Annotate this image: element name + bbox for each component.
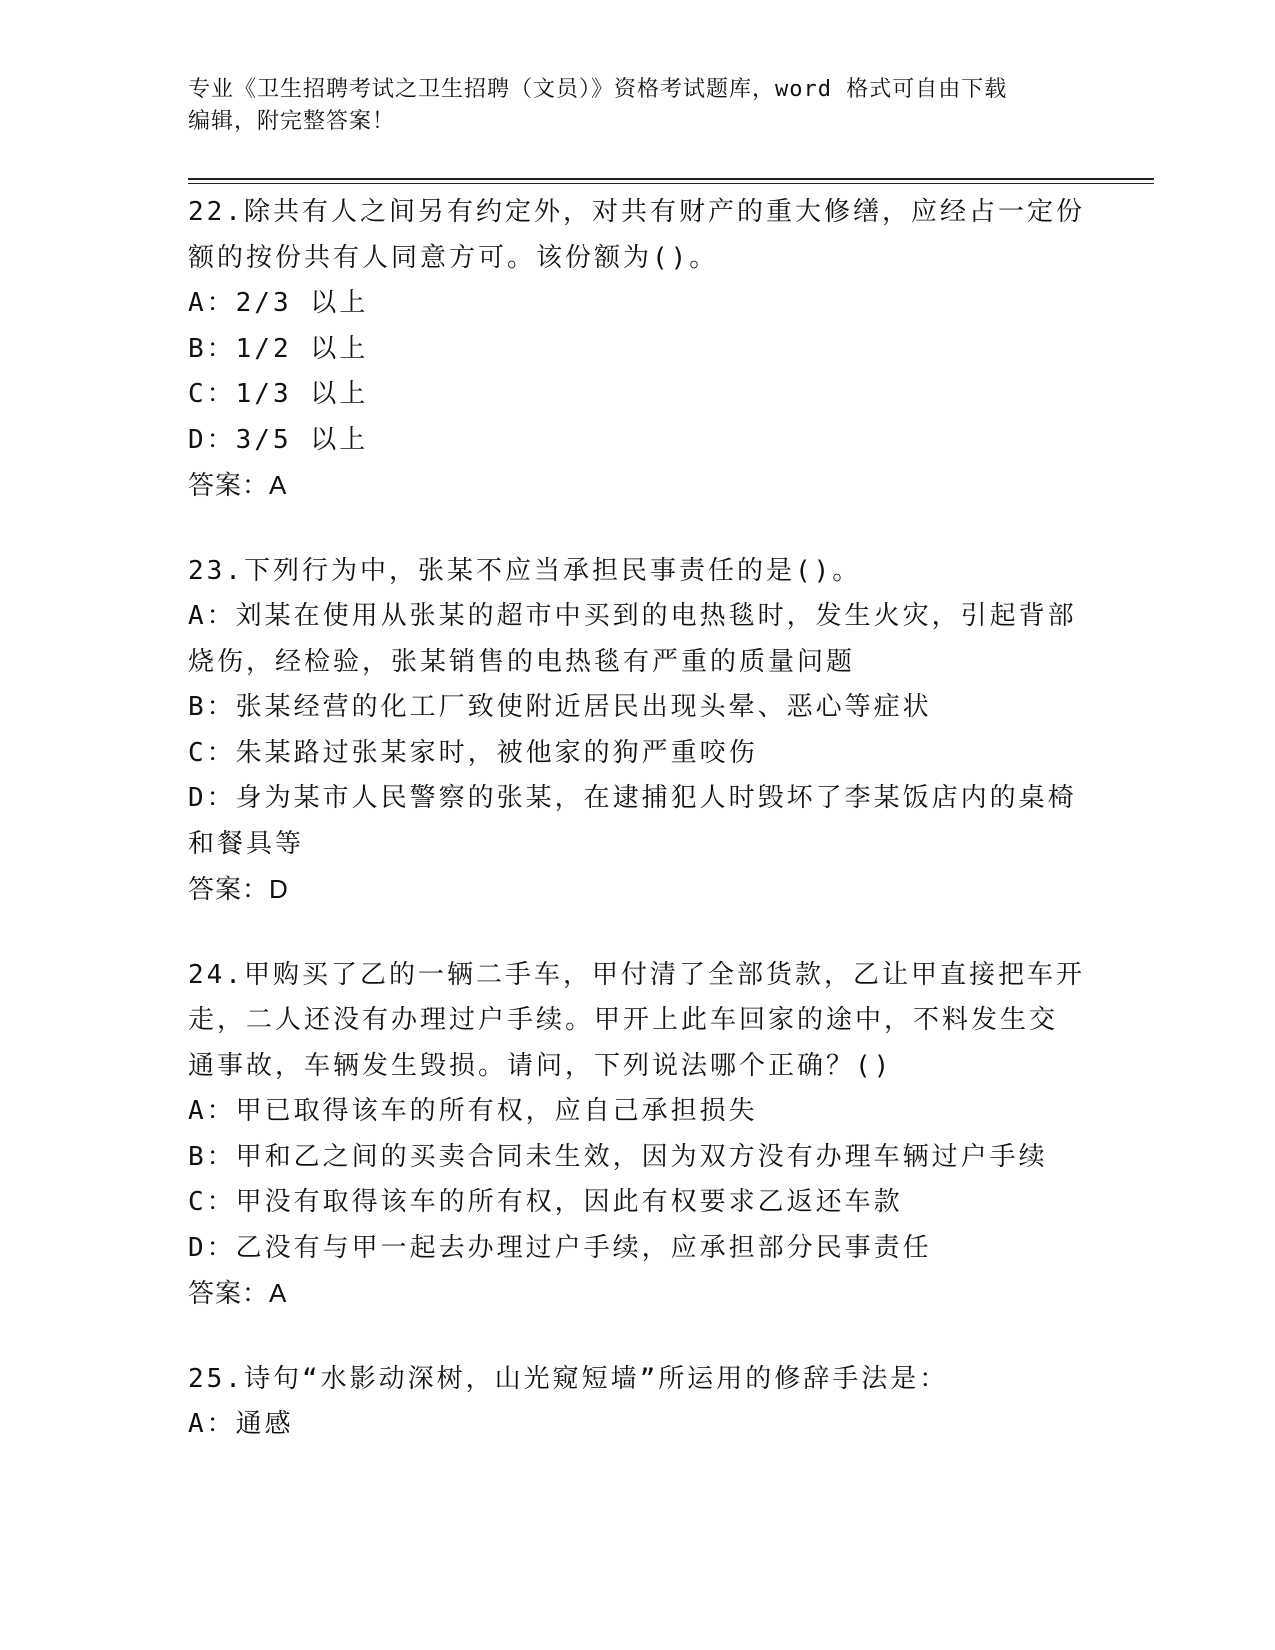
- question-stem-line: 通事故，车辆发生毁损。请问，下列说法哪个正确？(): [188, 1050, 893, 1081]
- header-line-2: 编辑，附完整答案！: [188, 109, 396, 134]
- answer-line: 答案：A: [188, 1278, 288, 1308]
- answer-line: 答案：D: [188, 874, 289, 904]
- option-a: A：通感: [188, 1409, 294, 1439]
- question-24: [188, 953, 1088, 1317]
- option-a: A：刘某在使用从张某的超市中买到的电热毯时，发生火灾，引起背部: [188, 601, 1077, 631]
- question-stem-line: 22.除共有人之间另有约定外，对共有财产的重大修缮，应经占一定份: [188, 197, 1085, 227]
- option-c: C：朱某路过张某家时，被他家的狗严重咬伤: [188, 737, 758, 768]
- question-list: [188, 190, 1088, 1488]
- answer-line: 答案：A: [188, 470, 288, 500]
- question-stem-line: 23.下列行为中，张某不应当承担民事责任的是()。: [188, 555, 862, 586]
- question-stem-line: 24.甲购买了乙的一辆二手车，甲付清了全部货款，乙让甲直接把车开: [188, 959, 1085, 990]
- option-d: D：身为某市人民警察的张某，在逮捕犯人时毁坏了李某饭店内的桌椅: [188, 783, 1077, 813]
- document-header: [188, 74, 1088, 138]
- option-a: A：2/3 以上: [188, 288, 369, 318]
- header-divider: [188, 178, 1154, 184]
- option-d: D：乙没有与甲一起去办理过户手续，应承担部分民事责任: [188, 1232, 932, 1263]
- question-25: [188, 1357, 1088, 1448]
- option-a-continuation: 烧伤，经检验，张某销售的电热毯有严重的质量问题: [188, 646, 856, 677]
- question-stem-line: 走，二人还没有办理过户手续。甲开上此车回家的途中，不料发生交: [188, 1005, 1059, 1035]
- question-22: [188, 190, 1088, 509]
- question-stem-line: 25.诗句“水影动深树，山光窥短墙”所运用的修辞手法是：: [188, 1363, 949, 1394]
- option-b: B：张某经营的化工厂致使附近居民出现头晕、恶心等症状: [188, 692, 932, 722]
- question-23: [188, 549, 1088, 913]
- option-b: B：1/2 以上: [188, 333, 369, 364]
- header-line-1: 专业《卫生招聘考试之卫生招聘（文员）》资格考试题库，word 格式可自由下载: [188, 77, 1008, 102]
- option-c: C：甲没有取得该车的所有权，因此有权要求乙返还车款: [188, 1187, 903, 1217]
- question-stem-line: 额的按份共有人同意方可。该份额为()。: [188, 242, 719, 273]
- option-d-continuation: 和餐具等: [188, 828, 305, 859]
- option-b: B：甲和乙之间的买卖合同未生效，因为双方没有办理车辆过户手续: [188, 1141, 1048, 1172]
- option-c: C：1/3 以上: [188, 379, 369, 409]
- option-a: A：甲已取得该车的所有权，应自己承担损失: [188, 1096, 758, 1126]
- option-d: D：3/5 以上: [188, 424, 369, 455]
